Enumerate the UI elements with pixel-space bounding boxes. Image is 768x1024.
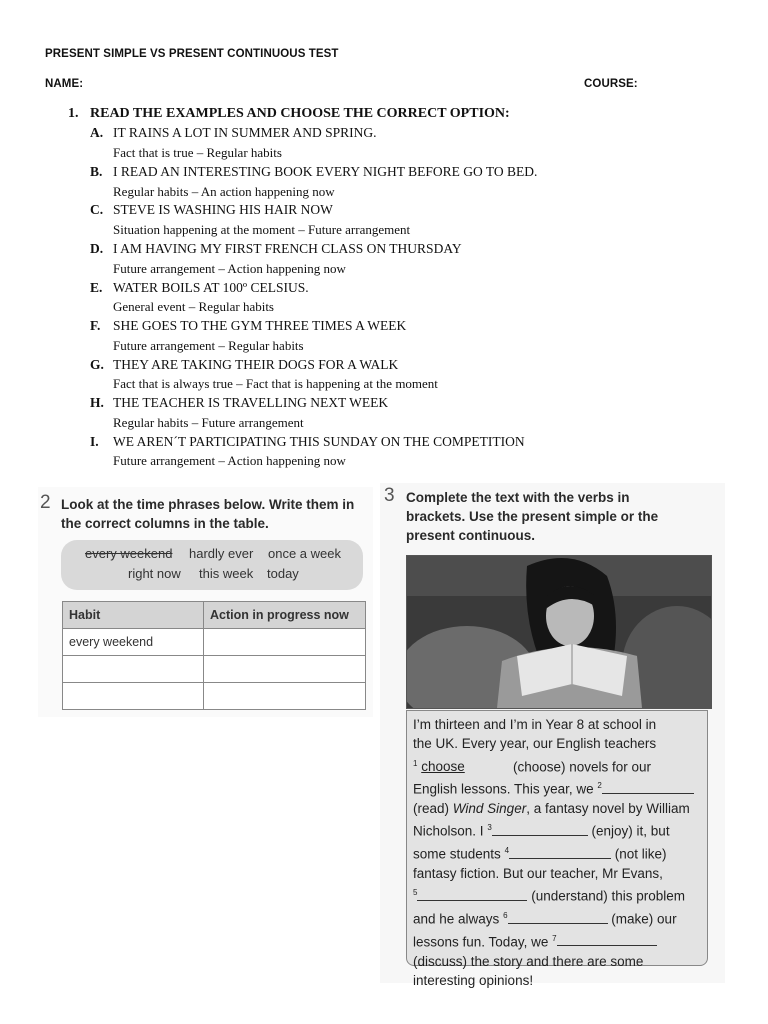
item-sentence: IT RAINS A LOT IN SUMMER AND SPRING. xyxy=(113,125,377,140)
text-line xyxy=(413,906,701,929)
item-options[interactable]: Future arrangement – Regular habits xyxy=(113,338,304,353)
item-letter: B. xyxy=(90,164,103,179)
table-row xyxy=(63,683,366,710)
exercise-instruction xyxy=(406,488,658,545)
habit-table xyxy=(62,601,366,710)
item-options[interactable]: Situation happening at the moment – Future arrangement xyxy=(113,222,411,237)
book-title: Wind Singer xyxy=(452,801,527,817)
item-sentence: WE AREN´T PARTICIPATING THIS SUNDAY ON THE COMPETITION xyxy=(113,434,525,449)
gap-number: 6 xyxy=(503,911,508,921)
text-line xyxy=(413,841,701,864)
table-row xyxy=(63,656,366,683)
gap-blank[interactable] xyxy=(492,822,588,836)
item-letter: H. xyxy=(90,395,104,410)
question-item xyxy=(90,241,462,257)
time-phrase[interactable]: right now xyxy=(128,566,181,581)
gap-number: 4 xyxy=(504,846,510,856)
exercise-number: 2 xyxy=(40,492,51,513)
item-letter: D. xyxy=(90,241,104,256)
item-options[interactable]: Fact that is always true – Fact that is happening at the moment xyxy=(113,376,438,391)
instruction-line: Complete the text with the verbs in xyxy=(406,490,630,505)
time-phrase[interactable]: hardly ever xyxy=(189,546,254,561)
instruction-line: Look at the time phrases below. Write them in xyxy=(61,497,355,512)
text-fragment: (enjoy) it, but xyxy=(591,823,670,839)
table-header-action: Action in progress now xyxy=(204,602,366,629)
time-phrase[interactable]: today xyxy=(267,566,299,581)
time-phrase[interactable]: this week xyxy=(199,566,254,581)
instruction-line: brackets. Use the present simple or the xyxy=(406,509,659,524)
gap-number: 5 xyxy=(413,888,418,898)
text-fragment: (not like) xyxy=(614,846,667,862)
item-sentence: THE TEACHER IS TRAVELLING NEXT WEEK xyxy=(113,395,389,410)
item-letter: G. xyxy=(90,357,104,372)
gap-blank[interactable] xyxy=(557,932,657,946)
question-item xyxy=(90,280,309,296)
item-sentence: I READ AN INTERESTING BOOK EVERY NIGHT BEFORE GO TO BED. xyxy=(113,164,538,179)
item-options[interactable]: Future arrangement – Action happening now xyxy=(113,261,346,276)
table-cell[interactable] xyxy=(63,683,204,710)
question-1-heading xyxy=(68,106,510,122)
exercise-3 xyxy=(380,483,725,989)
text-line xyxy=(413,754,701,777)
text-line: (discuss) the story and there are some xyxy=(413,953,644,969)
text-line: fantasy fiction. But our teacher, Mr Evans, xyxy=(413,866,663,882)
text-fragment: (read) xyxy=(413,801,450,817)
text-line xyxy=(413,776,701,799)
item-options[interactable]: General event – Regular habits xyxy=(113,299,274,314)
item-sentence: SHE GOES TO THE GYM THREE TIMES A WEEK xyxy=(113,318,407,333)
item-letter: C. xyxy=(90,202,104,217)
time-phrase[interactable]: every weekend xyxy=(85,546,173,561)
text-fragment: (choose) novels for our xyxy=(512,759,652,775)
table-cell[interactable] xyxy=(204,629,366,656)
table-cell[interactable] xyxy=(204,656,366,683)
question-item xyxy=(90,202,333,218)
item-letter: E. xyxy=(90,280,103,295)
gap-blank[interactable] xyxy=(417,887,527,901)
table-cell[interactable] xyxy=(63,656,204,683)
question-item xyxy=(90,318,406,334)
item-sentence: WATER BOILS AT 100º CELSIUS. xyxy=(113,280,309,295)
item-letter: A. xyxy=(90,125,104,140)
question-item xyxy=(90,357,398,373)
item-sentence: THEY ARE TAKING THEIR DOGS FOR A WALK xyxy=(113,357,399,372)
question-item xyxy=(90,434,525,450)
table-cell[interactable]: every weekend xyxy=(63,629,204,656)
question-item xyxy=(90,125,377,141)
gap-number: 1 xyxy=(413,758,418,768)
table-header-habit: Habit xyxy=(63,602,204,629)
exercise-instruction xyxy=(61,495,354,533)
time-phrase[interactable]: once a week xyxy=(268,546,341,561)
text-fragment: Nicholson. I xyxy=(413,823,484,839)
text-fragment: English lessons. This year, we xyxy=(413,781,594,797)
text-fragment: (make) our xyxy=(611,911,677,927)
text-fragment: and he always xyxy=(413,911,500,927)
text-fragment: , a fantasy novel by William xyxy=(526,801,690,817)
item-options[interactable]: Future arrangement – Action happening now xyxy=(113,453,346,468)
item-options[interactable]: Regular habits – An action happening now xyxy=(113,184,335,199)
text-fragment: lessons fun. Today, we xyxy=(413,934,549,950)
table-row xyxy=(63,629,366,656)
text-line xyxy=(413,929,701,952)
item-sentence: I AM HAVING MY FIRST FRENCH CLASS ON THURSDAY xyxy=(113,241,462,256)
text-line: I’m thirteen and I’m in Year 8 at school in xyxy=(413,717,657,732)
question-item xyxy=(90,164,537,180)
gap-number: 2 xyxy=(597,781,602,791)
instruction-line: the correct columns in the table. xyxy=(61,516,269,531)
phrase-box xyxy=(61,540,363,590)
table-cell[interactable] xyxy=(204,683,366,710)
reading-text xyxy=(406,710,708,989)
gap-blank[interactable] xyxy=(508,910,608,924)
gap-blank[interactable] xyxy=(509,845,611,859)
question-number: 1. xyxy=(68,106,79,121)
text-line: the UK. Every year, our English teachers xyxy=(413,736,657,752)
page-title: PRESENT SIMPLE VS PRESENT CONTINUOUS TEST xyxy=(45,48,339,60)
text-fragment: some students xyxy=(413,846,501,862)
item-letter: F. xyxy=(90,318,101,333)
text-line xyxy=(413,818,701,841)
gap-blank[interactable] xyxy=(602,780,694,794)
item-sentence: STEVE IS WASHING HIS HAIR NOW xyxy=(113,202,333,217)
gap-number: 3 xyxy=(487,823,492,833)
text-line xyxy=(413,883,701,906)
name-label: NAME: xyxy=(45,78,84,90)
girl-reading-photo xyxy=(406,555,712,709)
text-line: interesting opinions! xyxy=(413,973,534,989)
text-fragment: (understand) this problem xyxy=(531,888,686,904)
text-line xyxy=(413,799,701,818)
gap-number: 7 xyxy=(552,933,557,943)
question-item xyxy=(90,395,388,411)
item-letter: I. xyxy=(90,434,99,449)
gap-answer[interactable]: choose xyxy=(421,759,465,775)
item-options[interactable]: Regular habits – Future arrangement xyxy=(113,415,304,430)
item-options[interactable]: Fact that is true – Regular habits xyxy=(113,145,282,160)
course-label: COURSE: xyxy=(584,78,638,90)
question-instruction: READ THE EXAMPLES AND CHOOSE THE CORRECT OPTION: xyxy=(90,106,510,121)
instruction-line: present continuous. xyxy=(406,528,536,543)
exercise-2 xyxy=(38,487,373,717)
exercise-number: 3 xyxy=(384,485,395,506)
